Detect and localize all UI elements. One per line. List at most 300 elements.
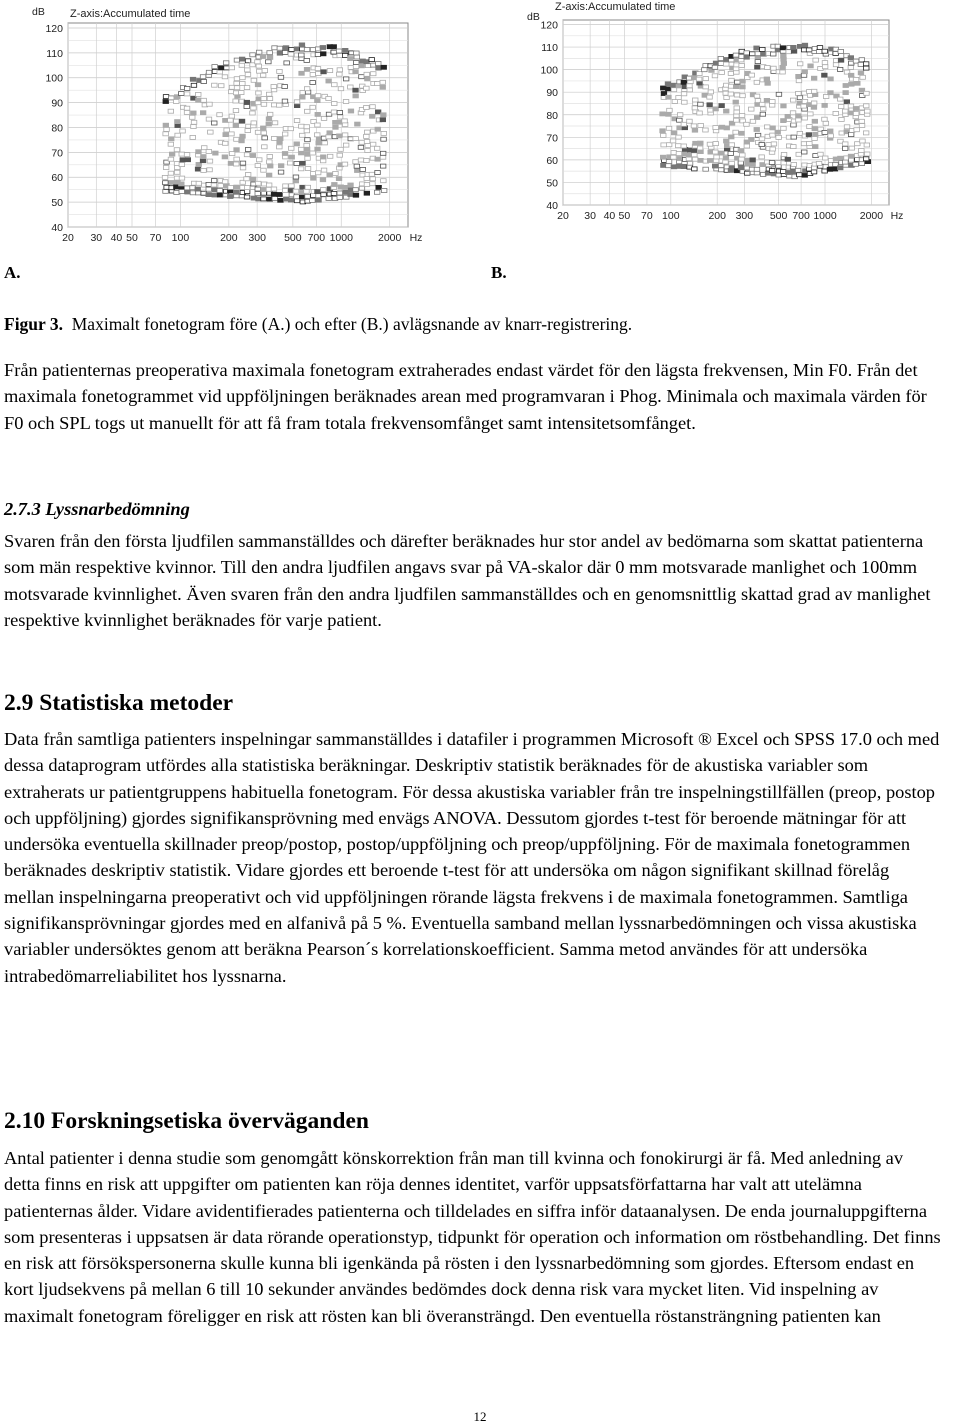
figure-label-a: A. [4, 263, 21, 282]
phonetogram-cell [327, 154, 333, 158]
phonetogram-cell [299, 195, 305, 199]
phonetogram-cell [734, 118, 740, 122]
phonetogram-cell [212, 121, 218, 125]
phonetogram-cell [207, 102, 213, 106]
phonetogram-cell [754, 116, 760, 120]
phonetogram-cell [843, 142, 849, 146]
phonetogram-cell [277, 46, 283, 50]
phonetogram-cell [713, 126, 719, 130]
phonetogram-cell [380, 80, 386, 84]
phonetogram-cell [331, 45, 337, 49]
phonetogram-cell [239, 139, 245, 143]
phonetogram-cell [370, 142, 376, 146]
phonetogram-cell [672, 99, 678, 103]
phonetogram-cell [775, 44, 781, 48]
phonetogram-cell [771, 52, 777, 56]
phonetogram-cell [755, 65, 761, 69]
phonetogram-cell [342, 162, 348, 166]
x-tick-label: 700 [307, 232, 326, 243]
phonetogram-cell [750, 119, 756, 123]
phonetogram-cell [781, 126, 787, 130]
phonetogram-cell [321, 52, 327, 56]
phonetogram-cell [364, 134, 370, 138]
phonetogram-cell [796, 152, 802, 156]
phonetogram-cell [796, 118, 802, 122]
phonetogram-cell [321, 70, 327, 74]
phonetogram-cell [304, 67, 310, 71]
phonetogram-cell [244, 195, 250, 199]
phonetogram-cell [234, 185, 240, 189]
phonetogram-cell [381, 179, 387, 183]
phonetogram-cell [337, 72, 343, 76]
phonetogram-cell [179, 190, 185, 194]
phonetogram-cell [229, 114, 235, 118]
phonetogram-cell [723, 160, 729, 164]
phonetogram-cell [822, 73, 828, 77]
phonetogram-cell [283, 184, 289, 188]
phonetogram-cell [719, 71, 725, 75]
phonetogram-cell [828, 134, 834, 138]
phonetogram-cell [728, 92, 734, 96]
phonetogram-cell [859, 119, 865, 123]
phonetogram-cell [300, 133, 306, 137]
phonetogram-cell [251, 106, 257, 110]
phonetogram-cell [780, 70, 786, 74]
phonetogram-cell [168, 157, 174, 161]
phonetogram-cell [749, 138, 755, 142]
phonetogram-cell [692, 167, 698, 171]
phonetogram-cell [229, 152, 235, 156]
phonetogram-cell [729, 78, 735, 82]
phonetogram-cell [811, 105, 817, 109]
phonetogram-cell [233, 190, 239, 194]
phonetogram-cell [201, 155, 207, 159]
phonetogram-cell [315, 171, 321, 175]
phonetogram-cell [708, 90, 714, 94]
phonetogram-cell [692, 106, 698, 110]
phonetogram-cell [719, 168, 725, 172]
phonetogram-cell [332, 183, 338, 187]
figure-caption-block [4, 311, 942, 337]
phonetogram-cell [294, 47, 300, 51]
phonetogram-cell [190, 135, 196, 139]
phonetogram-cell [822, 117, 828, 121]
phonetogram-cell [354, 61, 360, 65]
phonetogram-cell [681, 92, 687, 96]
phonetogram-cell [348, 109, 354, 113]
phonetogram-cell [202, 146, 208, 150]
phonetogram-cell [759, 155, 765, 159]
phonetogram-cell [369, 172, 375, 176]
paragraph-3-block [4, 726, 942, 989]
phonetogram-cell [355, 122, 361, 126]
phonetogram-cell [666, 112, 672, 116]
phonetogram-cell [255, 164, 261, 168]
y-tick-label: 40 [546, 200, 558, 212]
phonetogram-cell [698, 123, 704, 127]
phonetogram-cell [336, 49, 342, 53]
phonetogram-cell [271, 187, 277, 191]
phonetogram-cell [781, 152, 787, 156]
phonetogram-cell [770, 147, 776, 151]
phonetogram-cell [244, 177, 250, 181]
phonetogram-cell [223, 61, 229, 65]
phonetogram-cell [712, 74, 718, 78]
phonetogram-cell [665, 82, 671, 86]
phonetogram-cell [863, 131, 869, 135]
phonetogram-cell [750, 158, 756, 162]
phonetogram-cell [353, 88, 359, 92]
phonetogram-cell [353, 160, 359, 164]
x-tick-label: 500 [769, 210, 788, 222]
phonetogram-cell [206, 150, 212, 154]
phonetogram-cell [251, 121, 257, 125]
phonetogram-cell [336, 120, 342, 124]
phonetogram-cell [240, 81, 246, 85]
phonetogram-cell [316, 141, 322, 145]
phonetogram-cell [261, 197, 267, 201]
phonetogram-cell [817, 50, 823, 54]
phonetogram-cell [811, 89, 817, 93]
phonetogram-cell [208, 130, 214, 134]
phonetogram-cell [676, 96, 682, 100]
phonetogram-cell [806, 133, 812, 137]
phonetogram-cell [371, 72, 377, 76]
x-tick-label: 30 [90, 232, 103, 243]
phonetogram-cell [288, 127, 294, 131]
phonetogram-cell [294, 100, 300, 104]
phonetogram-cell [277, 145, 283, 149]
phonetogram-cell [245, 173, 251, 177]
phonetogram-cell [823, 156, 829, 160]
phonetogram-cell [272, 46, 278, 50]
phonetogram-cell [244, 190, 250, 194]
phonetogram-cell [298, 167, 304, 171]
phonetogram-cell [703, 77, 709, 81]
phonetogram-cell [724, 126, 730, 130]
phonetogram-cell [822, 169, 828, 173]
phonetogram-cell [661, 133, 667, 137]
phonetogram-cell [337, 153, 343, 157]
phonetogram-cell [858, 62, 864, 66]
phonetogram-cell [234, 148, 240, 152]
phonetogram-cell [191, 120, 197, 124]
phonetogram-cell [755, 60, 761, 64]
phonetogram-cell [781, 54, 787, 58]
phonetogram-cell [365, 130, 371, 134]
phonetogram-cell [776, 92, 782, 96]
phonetogram-cell [843, 160, 849, 164]
phonetogram-cell [365, 64, 371, 68]
x-tick-label: 50 [126, 232, 138, 243]
phonetogram-cell [234, 157, 240, 161]
phonetogram-cell [808, 112, 814, 116]
phonetogram-cell [776, 161, 782, 165]
phonetogram-cell [233, 109, 239, 113]
phonetogram-cell [354, 164, 360, 168]
phonetogram-cell [267, 97, 273, 101]
phonetogram-cell [223, 141, 229, 145]
phonetogram-cell [267, 160, 273, 164]
phonetogram-cell [293, 179, 299, 183]
phonetogram-cell [342, 53, 348, 57]
phonetogram-cell [223, 133, 229, 137]
phonetogram-cell [859, 58, 865, 62]
phonetogram-cell [848, 56, 854, 60]
phonetogram-cell [786, 171, 792, 175]
phonetogram-cell [760, 47, 766, 51]
phonetogram-cell [380, 151, 386, 155]
phonetogram-cell [822, 61, 828, 65]
phonetogram-cell [740, 94, 746, 98]
phonetogram-cell [734, 93, 740, 97]
phonetogram-cell [353, 70, 359, 74]
phonetogram-cell [360, 167, 366, 171]
phonetogram-cell [201, 168, 207, 172]
phonetogram-cell [353, 188, 359, 192]
heading-2-10: 2.10 Forskningsetiska överväganden [4, 1108, 369, 1134]
phonetogram-cell [174, 148, 180, 152]
phonetogram-cell [234, 86, 240, 90]
phonetogram-cell [692, 157, 698, 161]
phonetogram-cell [364, 72, 370, 76]
phonetogram-cell [298, 147, 304, 151]
phonetogram-cell [818, 152, 824, 156]
phonetogram-cell [300, 161, 306, 165]
phonetogram-cell [190, 77, 196, 81]
phonetogram-cell [304, 129, 310, 133]
phonetogram-cell [364, 60, 370, 64]
phonetogram-cell [260, 73, 266, 77]
phonetogram-cell [353, 193, 359, 197]
phonetogram-cell [744, 122, 750, 126]
phonetogram-cell [381, 189, 387, 193]
phonetogram-cell [828, 91, 834, 95]
phonetogram-cell [233, 91, 239, 95]
phonetogram-cell [729, 135, 735, 139]
phonetogram-b [525, 0, 910, 222]
phonetogram-cell [661, 143, 667, 147]
phonetogram-cell [304, 87, 310, 91]
phonetogram-cell [728, 71, 734, 75]
phonetogram-cell [245, 59, 251, 63]
phonetogram-cell [858, 71, 864, 75]
phonetogram-cell [828, 129, 834, 133]
phonetogram-cell [848, 73, 854, 77]
phonetogram-cell [759, 143, 765, 147]
heading-2-9: 2.9 Statistiska metoder [4, 690, 234, 716]
phonetogram-cell [234, 119, 240, 123]
phonetogram-cell [822, 103, 828, 107]
phonetogram-cell [822, 65, 828, 69]
phonetogram-cell [724, 62, 730, 66]
phonetogram-cell [244, 86, 250, 90]
phonetogram-cell [348, 57, 354, 61]
phonetogram-cell [864, 104, 870, 108]
phonetogram-cell [184, 186, 190, 190]
phonetogram-cell [305, 167, 311, 171]
phonetogram-cell [293, 189, 299, 193]
y-tick-label: 50 [546, 177, 558, 190]
x-tick-label: 2000 [859, 210, 884, 222]
phonetogram-cell [677, 118, 683, 122]
phonetogram-cell [370, 182, 376, 186]
phonetogram-cell [376, 66, 382, 70]
phonetogram-cell [348, 65, 354, 69]
phonetogram-cell [729, 161, 735, 165]
phonetogram-cell [811, 76, 817, 80]
phonetogram-cell [833, 51, 839, 55]
phonetogram-cell [196, 92, 202, 96]
phonetogram-cell [175, 133, 181, 137]
phonetogram-cell [693, 98, 699, 102]
phonetogram-cell [812, 119, 818, 123]
phonetogram-cell [288, 198, 294, 202]
phonetogram-cell [255, 60, 261, 64]
phonetogram-cell [315, 133, 321, 137]
phonetogram-cell [217, 113, 223, 117]
phonetogram-cell [239, 57, 245, 61]
phonetogram-cell [175, 120, 181, 124]
phonetogram-cell [239, 63, 245, 67]
phonetogram-cell [735, 80, 741, 84]
phonetogram-cell [206, 193, 212, 197]
phonetogram-cell [854, 128, 860, 132]
phonetogram-cell [337, 191, 343, 195]
phonetogram-cell [240, 134, 246, 138]
phonetogram-cell [771, 66, 777, 70]
phonetogram-cell [304, 125, 310, 129]
phonetogram-cell [262, 69, 268, 73]
phonetogram-cell [750, 162, 756, 166]
phonetogram-cell [283, 46, 289, 50]
phonetogram-cell [776, 135, 782, 139]
phonetogram-cell [316, 198, 322, 202]
phonetogram-cell [374, 146, 380, 150]
phonetogram-cell [336, 177, 342, 181]
phonetogram-cell [681, 80, 687, 84]
phonetogram-cell [838, 49, 844, 53]
caption-text: Maximalt fonetogram före (A.) och efter (B.) avlägsnande av knarr-registrering. [71, 314, 633, 334]
phonetogram-cell [331, 110, 337, 114]
phonetogram-cell [282, 99, 288, 103]
phonetogram-cell [245, 72, 251, 76]
phonetogram-cell [676, 144, 682, 148]
x-tick-label: 200 [708, 210, 726, 222]
phonetogram-cell [162, 175, 168, 179]
phonetogram-cell [278, 198, 284, 202]
phonetogram-cell [284, 61, 290, 65]
phonetogram-cell [168, 171, 174, 175]
phonetogram-cell [796, 114, 802, 118]
phonetogram-cell [354, 55, 360, 59]
phonetogram-cell [761, 107, 767, 111]
y-tick-label: 80 [546, 109, 558, 122]
phonetogram-cell [843, 91, 849, 95]
phonetogram-cell [200, 75, 206, 79]
phonetogram-cell [713, 142, 719, 146]
phonetogram-cell [320, 46, 326, 50]
paragraph-4-block [4, 1145, 942, 1329]
phonetogram-cell [381, 65, 387, 69]
phonetogram-cell [660, 112, 666, 116]
phonetogram-cell [849, 82, 855, 86]
phonetogram-cell [370, 105, 376, 109]
phonetogram-cell [266, 173, 272, 177]
paragraph-4: Antal patienter i denna studie som genomgått könskorrektion från man till kvinna och fonokirurgi är få. Med anledning av detta finns en risk att uppgifter om patienten kan röja dennes identitet, varför uppsatsförfattarna har valt att utelämna patienternas ålder. Vidare avidentifierades patienterna och tilldelades en siffra inför dataanalysen. De enda journaluppgifterna som presenteras i uppsatsen är data rörande operationstyp, tidpunkt för operation och information om röstbehandling. Det finns en risk att försökspersonerna skulle kunna bli igenkända på rösten i den lyssnarbedömning som gjordes. Eftersom endast en kort ljudsekvens på mellan 6 till 10 sekunder användes bedömdes dock denna risk vara mycket liten. Vid inspelning av maximalt fonetogram föreligger en risk att rösten kan bli överansträngd. Den eventuella röstansträngning patienten kan [4, 1148, 941, 1326]
phonetogram-cell [278, 170, 284, 174]
phonetogram-cell [267, 51, 273, 55]
phonetogram-cell [342, 133, 348, 137]
phonetogram-cell [802, 150, 808, 154]
phonetogram-cell [320, 159, 326, 163]
phonetogram-cell [184, 86, 190, 90]
phonetogram-cell [299, 53, 305, 57]
phonetogram-cell [212, 65, 218, 69]
phonetogram-cell [244, 100, 250, 104]
phonetogram-cell [848, 65, 854, 69]
phonetogram-cell [802, 173, 808, 177]
phonetogram-cell [326, 79, 332, 83]
phonetogram-a [30, 5, 430, 243]
phonetogram-cell [754, 46, 760, 50]
y-tick-label: 110 [541, 42, 558, 55]
phonetogram-cell [244, 186, 250, 190]
phonetogram-cell [780, 46, 786, 50]
x-tick-label: 70 [641, 210, 653, 222]
phonetogram-cell [211, 183, 217, 187]
phonetogram-cell [813, 145, 819, 149]
phonetogram-cell [163, 100, 169, 104]
phonetogram-cell [348, 85, 354, 89]
phonetogram-cell [802, 163, 808, 167]
phonetogram-cell [277, 51, 283, 55]
phonetogram-cell [272, 136, 278, 140]
phonetogram-cell [234, 58, 240, 62]
phonetogram-cell [240, 161, 246, 165]
phonetogram-cell [219, 84, 225, 88]
phonetogram-cell [333, 171, 339, 175]
phonetogram-cell [262, 136, 268, 140]
phonetogram-cell [707, 159, 713, 163]
phonetogram-cell [261, 97, 267, 101]
phonetogram-cell [331, 191, 337, 195]
phonetogram-cell [797, 62, 803, 66]
phonetogram-cell [849, 146, 855, 150]
phonetogram-cell [311, 194, 317, 198]
phonetogram-cell [337, 195, 343, 199]
phonetogram-cell [707, 95, 713, 99]
phonetogram-cell [337, 115, 343, 119]
x-tick-label: 50 [618, 210, 631, 222]
phonetogram-cell [190, 191, 196, 195]
phonetogram-cell [843, 84, 849, 88]
phonetogram-cell [185, 158, 191, 162]
phonetogram-cell [770, 126, 776, 130]
phonetogram-cell [713, 107, 719, 111]
phonetogram-cell [740, 153, 746, 157]
phonetogram-cell [376, 185, 382, 189]
phonetogram-cell [190, 186, 196, 190]
phonetogram-cell [293, 175, 299, 179]
phonetogram-cell [267, 112, 273, 116]
phonetogram-cell [666, 87, 672, 91]
phonetogram-cell [828, 77, 834, 81]
phonetogram-cell [282, 132, 288, 136]
phonetogram-cell [250, 111, 256, 115]
phonetogram-cell [268, 164, 274, 168]
x-tick-label: 70 [149, 232, 162, 243]
